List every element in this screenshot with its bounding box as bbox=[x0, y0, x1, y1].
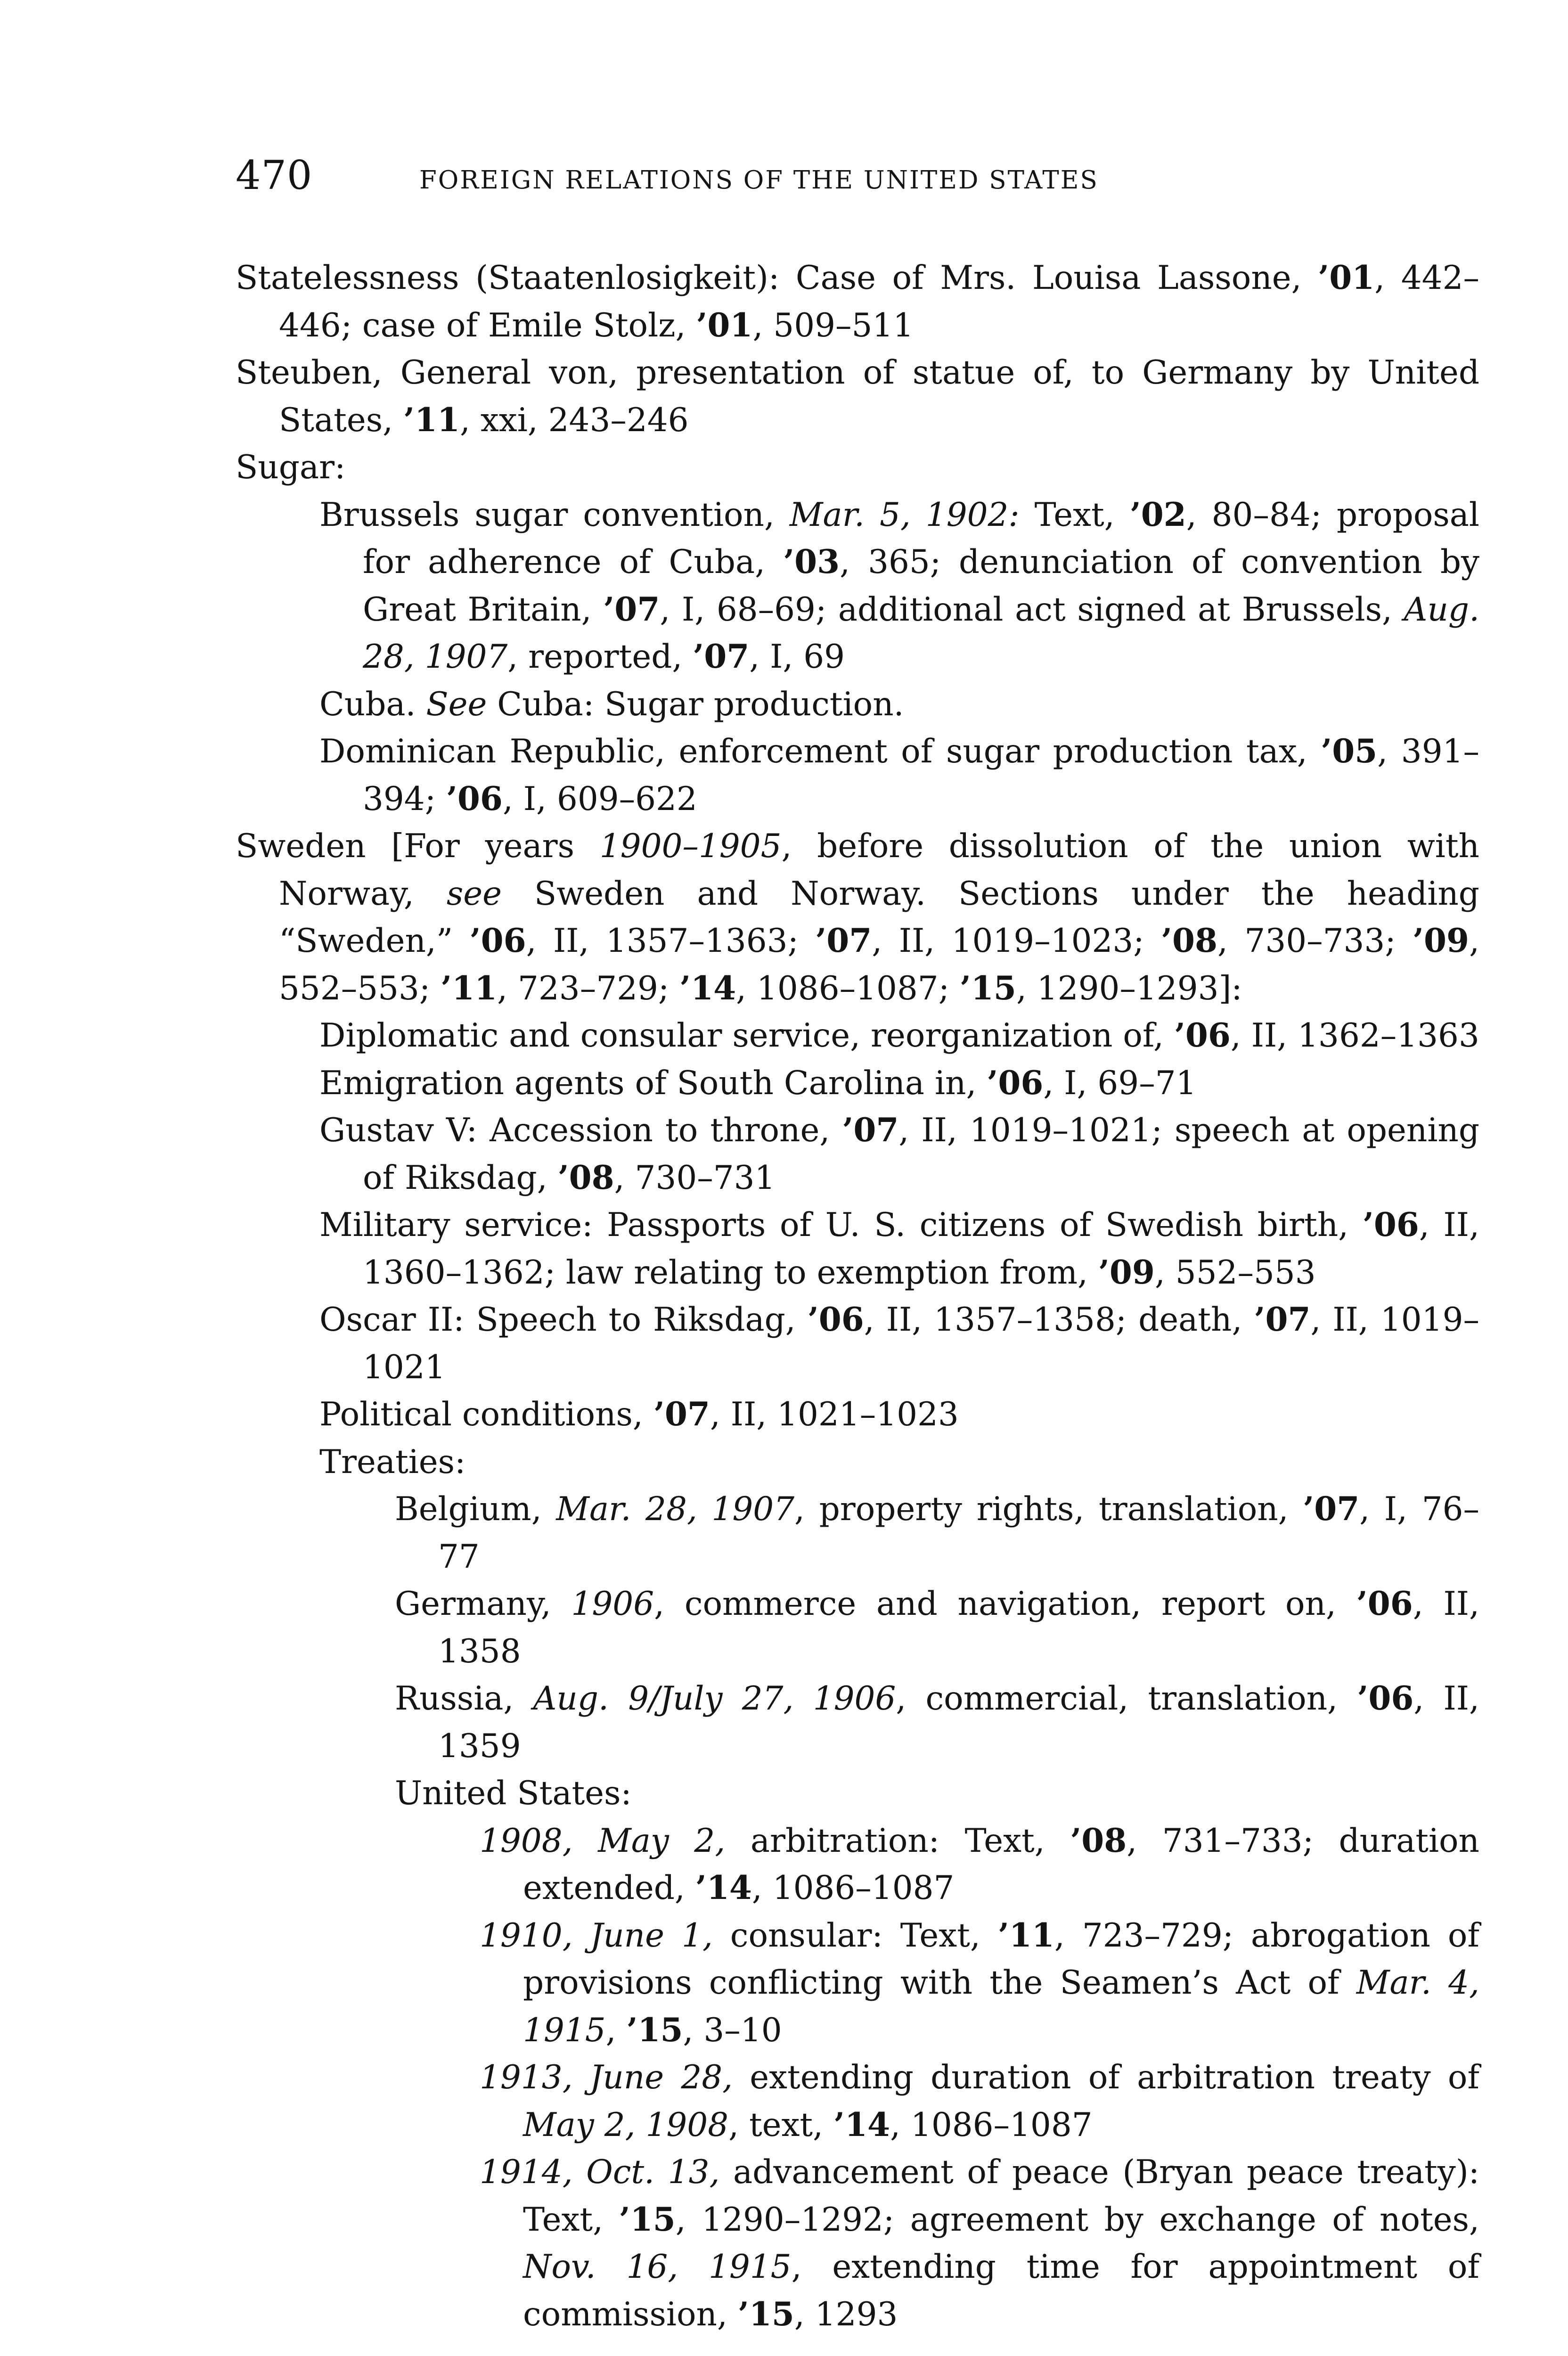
volume-year: ’07 bbox=[842, 1111, 899, 1149]
volume-year: ’07 bbox=[693, 638, 750, 676]
entry-text: , 509–511 bbox=[752, 306, 914, 344]
entry-text: , 3–10 bbox=[683, 2011, 782, 2049]
entry-text: , II, 1357–1363; bbox=[526, 922, 816, 960]
volume-year: ’07 bbox=[1303, 1490, 1360, 1528]
entry-text: , 442–446; case of Emile Stolz, bbox=[279, 259, 1479, 344]
index-entry-level-1 bbox=[236, 1012, 1479, 1060]
index-entries bbox=[236, 254, 1479, 2338]
volume-year: ’06 bbox=[1357, 1679, 1414, 1718]
index-entry-level-2 bbox=[236, 1580, 1479, 1675]
index-entry-level-0 bbox=[236, 349, 1479, 444]
index-entry-level-1 bbox=[236, 1060, 1479, 1107]
entry-text: , 391–394; bbox=[363, 733, 1479, 818]
italic-text: May 2, 1908 bbox=[523, 2106, 729, 2144]
entry-text: , 1086–1087 bbox=[890, 2106, 1093, 2144]
volume-year: ’15 bbox=[619, 2200, 676, 2239]
volume-year: ’07 bbox=[603, 590, 660, 629]
entry-text: , 80–84; proposal for adherence of Cuba, bbox=[363, 496, 1479, 581]
volume-year: ’01 bbox=[696, 306, 753, 344]
entry-text: Steuben, General von, presentation of statue of, to Germany by United States, bbox=[236, 354, 1479, 439]
index-entry-level-3 bbox=[236, 2054, 1479, 2149]
entry-text: , bbox=[605, 2011, 627, 2049]
volume-year: ’07 bbox=[653, 1395, 710, 1433]
index-entry-level-3 bbox=[236, 1817, 1479, 1912]
entry-text: , II, 1360–1362; law relating to exemption from, bbox=[363, 1206, 1479, 1292]
entry-text: Sweden [For years bbox=[236, 827, 600, 865]
volume-year: ’06 bbox=[1356, 1585, 1413, 1623]
italic-text: Nov. 16, 1915 bbox=[523, 2248, 792, 2286]
index-entry-level-1 bbox=[236, 1107, 1479, 1202]
volume-year: ’06 bbox=[446, 779, 503, 818]
volume-year: ’07 bbox=[815, 922, 872, 960]
italic-text: Mar. 28, 1907 bbox=[556, 1490, 795, 1528]
entry-text: , II, 1357–1358; death, bbox=[864, 1301, 1254, 1339]
entry-text: , 731–733; duration extended, bbox=[523, 1822, 1479, 1907]
entry-text: Russia, bbox=[395, 1680, 533, 1718]
volume-year: ’14 bbox=[833, 2105, 890, 2144]
entry-text: Text, bbox=[1019, 496, 1130, 534]
page-header bbox=[236, 152, 1479, 212]
entry-text: advancement of peace (Bryan peace treaty): Text, bbox=[523, 2153, 1479, 2239]
index-entry-level-0 bbox=[236, 823, 1479, 1012]
entry-text: , 1086–1087 bbox=[751, 1869, 955, 1907]
entry-text: , xxi, 243–246 bbox=[460, 401, 689, 439]
index-entry-level-1 bbox=[236, 1202, 1479, 1296]
entry-text: extending duration of arbitration treaty of bbox=[733, 2059, 1479, 2096]
italic-text: 1914, Oct. 13, bbox=[480, 2153, 720, 2191]
index-entry-level-2 bbox=[236, 1486, 1479, 1580]
entry-text: , text, bbox=[728, 2106, 834, 2144]
entry-text: consular: Text, bbox=[712, 1916, 998, 1955]
entry-text: arbitration: Text, bbox=[725, 1822, 1070, 1860]
italic-text: 1913, June 28, bbox=[480, 2059, 733, 2096]
volume-year: ’06 bbox=[807, 1301, 864, 1339]
entry-text: , 552–553 bbox=[1154, 1253, 1316, 1292]
entry-text: , 365; denunciation of convention by Great Britain, bbox=[363, 543, 1479, 629]
entry-text: , 723–729; abrogation of provisions conflicting with the Seamen’s Act of bbox=[523, 1916, 1480, 2002]
entry-text: Emigration agents of South Carolina in, bbox=[319, 1064, 987, 1102]
entry-text: Military service: Passports of U. S. citizens of Swedish birth, bbox=[319, 1206, 1363, 1244]
entry-text: , I, 609–622 bbox=[502, 780, 697, 818]
index-entry-level-2 bbox=[236, 1675, 1479, 1770]
volume-year: ’05 bbox=[1321, 732, 1378, 770]
volume-year: ’11 bbox=[403, 401, 460, 439]
entry-text: Belgium, bbox=[395, 1490, 556, 1528]
volume-year: ’15 bbox=[737, 2295, 794, 2333]
entry-text: , commerce and navigation, report on, bbox=[654, 1585, 1356, 1623]
volume-year: ’08 bbox=[1160, 922, 1218, 960]
entry-text: , II, 1359 bbox=[438, 1680, 1479, 1765]
entry-text: Cuba: Sugar production. bbox=[487, 685, 904, 723]
document-page bbox=[236, 0, 1479, 2356]
italic-text: Aug. 9/July 27, 1906 bbox=[533, 1680, 896, 1718]
entry-text: Political conditions, bbox=[319, 1396, 653, 1433]
index-entry-level-1 bbox=[236, 1439, 1479, 1486]
volume-year: ’09 bbox=[1413, 922, 1470, 960]
entry-text: , II, 1021–1023 bbox=[710, 1396, 959, 1433]
volume-year: ’15 bbox=[626, 2011, 683, 2049]
italic-text: See bbox=[426, 685, 487, 723]
volume-year: ’06 bbox=[469, 922, 526, 960]
entry-text: , II, 1019–1021 bbox=[363, 1301, 1479, 1386]
volume-year: ’08 bbox=[1070, 1821, 1127, 1860]
entry-text: , I, 68–69; additional act signed at Brussels, bbox=[660, 590, 1404, 629]
volume-year: ’14 bbox=[695, 1869, 752, 1907]
volume-year: ’11 bbox=[997, 1916, 1054, 1955]
entry-text: , 1086–1087; bbox=[736, 969, 960, 1007]
entry-text: , extending time for appointment of commission, bbox=[523, 2248, 1480, 2333]
page-number: 470 bbox=[236, 152, 313, 198]
italic-text: Mar. 4, 1915 bbox=[523, 1964, 1479, 2049]
entry-text: , property rights, translation, bbox=[794, 1490, 1303, 1528]
entry-text: , II, 1019–1023; bbox=[872, 922, 1161, 960]
entry-text: Dominican Republic, enforcement of sugar production tax, bbox=[319, 733, 1321, 770]
entry-text: Germany, bbox=[395, 1585, 572, 1623]
entry-text: , I, 76–77 bbox=[438, 1490, 1479, 1576]
entry-text: Gustav V: Accession to throne, bbox=[319, 1112, 842, 1149]
index-entry-level-1 bbox=[236, 1391, 1479, 1439]
volume-year: ’06 bbox=[987, 1063, 1044, 1102]
volume-year: ’03 bbox=[783, 543, 840, 581]
italic-text: 1906 bbox=[571, 1585, 654, 1623]
entry-text: Cuba. bbox=[319, 685, 426, 723]
volume-year: ’06 bbox=[1174, 1016, 1231, 1055]
volume-year: ’07 bbox=[1254, 1301, 1311, 1339]
index-entry-level-0 bbox=[236, 444, 1479, 491]
index-entry-level-1 bbox=[236, 681, 1479, 728]
entry-text: , 552–553; bbox=[279, 922, 1479, 1007]
italic-text: 1908, May 2, bbox=[480, 1822, 726, 1860]
volume-year: ’11 bbox=[441, 969, 498, 1007]
entry-text: , I, 69–71 bbox=[1043, 1064, 1197, 1102]
entry-text: Treaties: bbox=[319, 1443, 466, 1481]
running-title: FOREIGN RELATIONS OF THE UNITED STATES bbox=[419, 166, 1099, 195]
italic-text: see bbox=[446, 875, 502, 913]
index-entry-level-1 bbox=[236, 728, 1479, 823]
italic-text: 1910, June 1, bbox=[480, 1916, 713, 1955]
entry-text: , II, 1362–1363 bbox=[1230, 1017, 1479, 1055]
index-entry-level-0 bbox=[236, 254, 1479, 349]
entry-text: , 730–731 bbox=[614, 1159, 776, 1197]
entry-text: , 1290–1292; agreement by exchange of notes, bbox=[675, 2201, 1479, 2239]
entry-text: , commercial, translation, bbox=[896, 1680, 1357, 1718]
entry-text: , II, 1358 bbox=[438, 1585, 1479, 1670]
entry-text: Brussels sugar convention, bbox=[319, 496, 790, 534]
volume-year: ’02 bbox=[1129, 495, 1186, 534]
italic-text: Mar. 5, 1902: bbox=[789, 496, 1020, 534]
volume-year: ’08 bbox=[557, 1158, 614, 1197]
entry-text: Sugar: bbox=[236, 449, 346, 486]
entry-text: Sweden and Norway. Sections under the heading “Sweden,” bbox=[279, 875, 1479, 960]
entry-text: , I, 69 bbox=[749, 638, 845, 676]
entry-text: , before dissolution of the union with Norway, bbox=[279, 827, 1479, 913]
italic-text: Aug. 28, 1907 bbox=[363, 590, 1479, 676]
entry-text: United States: bbox=[395, 1775, 632, 1812]
entry-text: Diplomatic and consular service, reorganization of, bbox=[319, 1017, 1174, 1055]
volume-year: ’09 bbox=[1098, 1253, 1155, 1292]
entry-text: , reported, bbox=[507, 638, 693, 676]
index-entry-level-1 bbox=[236, 491, 1479, 681]
entry-text: , 730–733; bbox=[1217, 922, 1413, 960]
volume-year: ’14 bbox=[679, 969, 736, 1007]
index-entry-level-3 bbox=[236, 1912, 1479, 2054]
entry-text: , II, 1019–1021; speech at opening of Riksdag, bbox=[363, 1112, 1479, 1197]
index-entry-level-1 bbox=[236, 1296, 1479, 1391]
italic-text: 1900–1905 bbox=[599, 827, 782, 865]
volume-year: ’06 bbox=[1362, 1206, 1419, 1244]
entry-text: Statelessness (Staatenlosigkeit): Case of Mrs. Louisa Lassone, bbox=[236, 259, 1318, 297]
index-entry-level-2 bbox=[236, 1770, 1479, 1817]
volume-year: ’01 bbox=[1318, 259, 1375, 297]
entry-text: , 723–729; bbox=[497, 969, 680, 1007]
entry-text: , 1290–1293]: bbox=[1016, 969, 1242, 1007]
volume-year: ’15 bbox=[959, 969, 1016, 1007]
index-entry-level-3 bbox=[236, 2149, 1479, 2338]
entry-text: , 1293 bbox=[794, 2295, 898, 2333]
entry-text: Oscar II: Speech to Riksdag, bbox=[319, 1301, 808, 1339]
